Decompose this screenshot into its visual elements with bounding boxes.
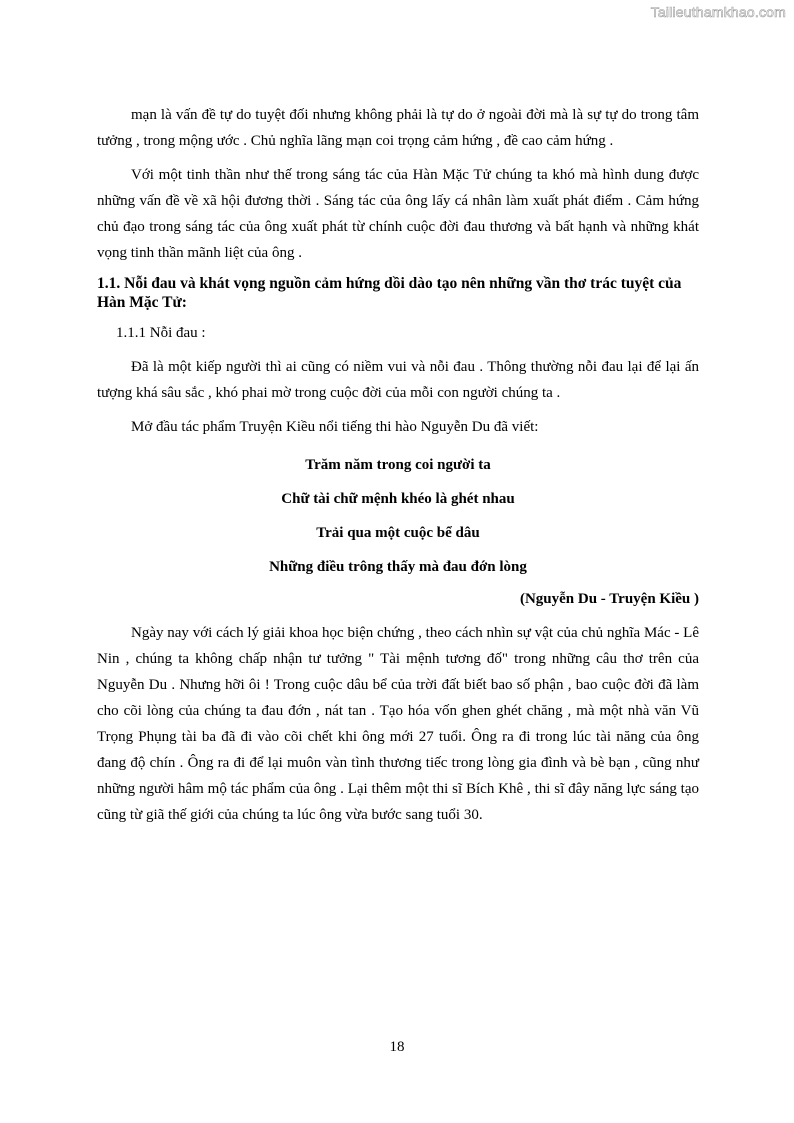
poem-block: [97, 448, 699, 584]
paragraph-inspiration: Với một tinh thần như thế trong sáng tác của Hàn Mặc Tử chúng ta khó mà hình dung được những vấn đề về xã hội đương thời . Sáng tác của ông lấy cá nhân làm xuất phát điểm . Cảm hứng chủ đạo trong sáng tác của ông xuất phát từ chính cuộc đời đau thương và bất hạnh và những khát vọng tinh thần mãnh liệt của ông .: [97, 167, 699, 261]
poem-line: Chữ tài chữ mệnh khéo là ghét nhau: [281, 491, 515, 507]
watermark-text: Tailieuthamkhao.com: [650, 4, 786, 20]
poem-line: Trải qua một cuộc bể dâu: [316, 525, 480, 541]
poem-line: Những điều trông thấy mà đau đớn lòng: [269, 559, 527, 575]
page-number: 18: [389, 1039, 405, 1055]
paragraph-intro-poem: Mở đầu tác phẩm Truyện Kiều nổi tiếng thi hào Nguyễn Du đã viết:: [131, 419, 539, 435]
page-body: [97, 102, 699, 836]
poem-attribution: (Nguyễn Du - Truyện Kiều ): [519, 591, 699, 607]
paragraph-pain: Đã là một kiếp người thì ai cũng có niềm vui và nỗi đau . Thông thường nỗi đau lại để lại ấn tượng khá sâu sắc , khó phai mờ trong cuộc đời của mỗi con người chúng ta .: [97, 359, 699, 401]
subsection-heading: 1.1.1 Nỗi đau :: [116, 325, 206, 341]
section-heading: 1.1. Nỗi đau và khát vọng nguồn cảm hứng dồi dào tạo nên những vần thơ trác tuyệt của Hàn Mặc Tử:: [97, 275, 682, 311]
poem-line: Trăm năm trong coi người ta: [305, 457, 491, 473]
paragraph-final: Ngày nay với cách lý giải khoa học biện chứng , theo cách nhìn sự vật của chủ nghĩa Mác - Lê Nin , chúng ta không chấp nhận tư tưởng " Tài mệnh tương đố" trong những câu thơ trên của Nguyễn Du . Nhưng hỡi ôi ! Trong cuộc dâu bể của trời đất biết bao số phận , bao cuộc đời đã làm cho cõi lòng của chúng ta đau đớn , nát tan . Tạo hóa vốn ghen ghét chăng , mà một nhà văn Vũ Trọng Phụng tài ba đã đi vào cõi chết khi ông mới 27 tuổi. Ông ra đi trong lúc tài năng của ông đang độ chín . Ông ra đi để lại muôn vàn tình thương tiếc trong lòng gia đình và bè bạn , cũng như những người hâm mộ tác phẩm của ông . Lại thêm một thi sĩ Bích Khê , thi sĩ đây năng lực sáng tạo cũng từ giã thế giới của chúng ta lúc ông vừa bước sang tuổi 30.: [97, 625, 699, 823]
paragraph-romanticism: mạn là vấn đề tự do tuyệt đối nhưng không phải là tự do ở ngoài đời mà là sự tự do trong tâm tưởng , trong mộng ước . Chủ nghĩa lãng mạn coi trọng cảm hứng , đề cao cảm hứng .: [97, 107, 699, 149]
